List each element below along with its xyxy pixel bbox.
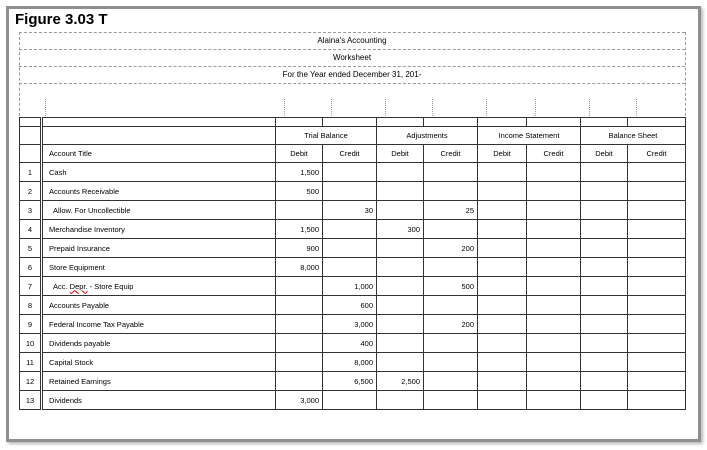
adjustments-header: Adjustments [377,127,478,145]
is-debit-cell [478,372,527,391]
table-row [20,220,686,239]
bs-debit-cell [581,220,628,239]
row-number: 2 [20,182,42,201]
adj-debit-header: Debit [377,145,424,163]
row-number: 4 [20,220,42,239]
bs-debit-cell [581,277,628,296]
tb-debit-cell [276,277,323,296]
adj-credit-cell [424,353,478,372]
account-title: Accounts Payable [42,296,276,315]
is-debit-header: Debit [478,145,527,163]
account-title: Cash [42,163,276,182]
is-credit-cell [527,258,581,277]
tb-debit-cell [276,372,323,391]
spellcheck-underline: Depr. [69,281,88,291]
table-row [20,372,686,391]
tb-credit-cell: 8,000 [323,353,377,372]
row-number: 11 [20,353,42,372]
tb-debit-cell [276,315,323,334]
tb-debit-cell [276,353,323,372]
adj-debit-cell [377,201,424,220]
tb-credit-cell [323,163,377,182]
adj-credit-header: Credit [424,145,478,163]
tb-credit-cell: 600 [323,296,377,315]
bs-credit-cell [628,258,686,277]
row-number: 8 [20,296,42,315]
adj-debit-cell [377,182,424,201]
bs-debit-cell [581,182,628,201]
is-debit-cell [478,277,527,296]
table-row [20,239,686,258]
table-row [20,391,686,410]
adj-debit-cell [377,258,424,277]
adj-debit-cell: 300 [377,220,424,239]
tb-credit-cell [323,220,377,239]
tb-credit-cell: 1,000 [323,277,377,296]
column-header-row [20,145,686,163]
header-right-border [685,32,686,116]
worksheet-table [19,117,686,410]
adj-credit-cell [424,372,478,391]
adj-credit-cell: 200 [424,239,478,258]
bs-credit-header: Credit [628,145,686,163]
worksheet-body [20,163,686,410]
bs-debit-cell [581,163,628,182]
is-credit-cell [527,296,581,315]
table-row [20,334,686,353]
is-debit-cell [478,239,527,258]
adj-credit-cell [424,334,478,353]
group-header-row [20,127,686,145]
is-debit-cell [478,258,527,277]
bs-credit-cell [628,334,686,353]
bs-credit-cell [628,163,686,182]
tb-credit-cell: 30 [323,201,377,220]
worksheet-frame [6,6,701,442]
tb-credit-cell [323,258,377,277]
tb-credit-cell: 400 [323,334,377,353]
bs-debit-cell [581,258,628,277]
bs-debit-cell [581,239,628,258]
adj-credit-cell [424,391,478,410]
row-number: 10 [20,334,42,353]
is-credit-cell [527,391,581,410]
tb-debit-cell [276,334,323,353]
adj-debit-cell [377,163,424,182]
bs-credit-cell [628,391,686,410]
is-debit-cell [478,334,527,353]
bs-credit-cell [628,353,686,372]
row-number: 12 [20,372,42,391]
is-credit-cell [527,334,581,353]
bs-debit-header: Debit [581,145,628,163]
statement-name: Worksheet [19,49,685,66]
row-number: 9 [20,315,42,334]
tb-debit-cell: 900 [276,239,323,258]
tb-debit-cell: 500 [276,182,323,201]
is-credit-cell [527,277,581,296]
adj-credit-cell [424,163,478,182]
bs-credit-cell [628,220,686,239]
is-credit-cell [527,353,581,372]
is-credit-cell [527,163,581,182]
account-title: Accounts Receivable [42,182,276,201]
row-number: 13 [20,391,42,410]
adj-debit-cell [377,239,424,258]
adj-credit-cell [424,258,478,277]
bs-debit-cell [581,353,628,372]
is-debit-cell [478,315,527,334]
is-debit-cell [478,182,527,201]
tb-debit-header: Debit [276,145,323,163]
row-number: 1 [20,163,42,182]
row-number: 6 [20,258,42,277]
adj-debit-cell: 2,500 [377,372,424,391]
is-credit-cell [527,201,581,220]
is-credit-cell [527,315,581,334]
adj-debit-cell [377,277,424,296]
adj-debit-cell [377,334,424,353]
spacer-gridlines [19,99,685,116]
account-title: Allow. For Uncollectible [42,201,276,220]
is-debit-cell [478,296,527,315]
row-number: 3 [20,201,42,220]
account-title: Dividends payable [42,334,276,353]
row-number: 5 [20,239,42,258]
bs-debit-cell [581,372,628,391]
bs-debit-cell [581,391,628,410]
is-debit-cell [478,201,527,220]
is-debit-cell [478,391,527,410]
account-title: Prepaid Insurance [42,239,276,258]
account-title: Dividends [42,391,276,410]
table-row [20,201,686,220]
tb-credit-cell: 3,000 [323,315,377,334]
is-debit-cell [478,353,527,372]
account-title: Retained Earnings [42,372,276,391]
adj-debit-cell [377,353,424,372]
statement-period: For the Year ended December 31, 201- [19,66,685,84]
table-row [20,296,686,315]
is-debit-cell [478,163,527,182]
blank-row [20,118,686,127]
bs-credit-cell [628,277,686,296]
bs-credit-cell [628,315,686,334]
adj-debit-cell [377,296,424,315]
trial-balance-header: Trial Balance [276,127,377,145]
account-title-header: Account Title [42,145,276,163]
account-title: Merchandise Inventory [42,220,276,239]
figure-title: Figure 3.03 T [15,11,108,28]
tb-credit-cell: 6,500 [323,372,377,391]
income-statement-header: Income Statement [478,127,581,145]
tb-credit-cell [323,182,377,201]
tb-debit-cell: 1,500 [276,163,323,182]
table-row [20,353,686,372]
account-title: Acc. Depr. - Store Equip [42,277,276,296]
tb-debit-cell [276,296,323,315]
bs-debit-cell [581,296,628,315]
bs-debit-cell [581,315,628,334]
adj-credit-cell [424,296,478,315]
account-title: Store Equipment [42,258,276,277]
adj-debit-cell [377,391,424,410]
bs-credit-cell [628,296,686,315]
tb-credit-cell [323,239,377,258]
is-credit-header: Credit [527,145,581,163]
adj-credit-cell [424,220,478,239]
bs-debit-cell [581,201,628,220]
table-row [20,315,686,334]
is-credit-cell [527,239,581,258]
adj-credit-cell: 500 [424,277,478,296]
adj-credit-cell: 200 [424,315,478,334]
bs-credit-cell [628,372,686,391]
tb-debit-cell: 1,500 [276,220,323,239]
bs-credit-cell [628,182,686,201]
tb-credit-cell [323,391,377,410]
is-credit-cell [527,182,581,201]
is-credit-cell [527,372,581,391]
account-title: Federal Income Tax Payable [42,315,276,334]
company-name: Alaina's Accounting [19,32,685,49]
table-row [20,182,686,201]
bs-credit-cell [628,201,686,220]
bs-debit-cell [581,334,628,353]
tb-debit-cell: 8,000 [276,258,323,277]
account-title: Capital Stock [42,353,276,372]
tb-credit-header: Credit [323,145,377,163]
is-debit-cell [478,220,527,239]
bs-credit-cell [628,239,686,258]
tb-debit-cell [276,201,323,220]
table-row [20,163,686,182]
balance-sheet-header: Balance Sheet [581,127,686,145]
adj-credit-cell [424,182,478,201]
table-row [20,258,686,277]
adj-credit-cell: 25 [424,201,478,220]
tb-debit-cell: 3,000 [276,391,323,410]
table-row [20,277,686,296]
is-credit-cell [527,220,581,239]
row-number: 7 [20,277,42,296]
adj-debit-cell [377,315,424,334]
